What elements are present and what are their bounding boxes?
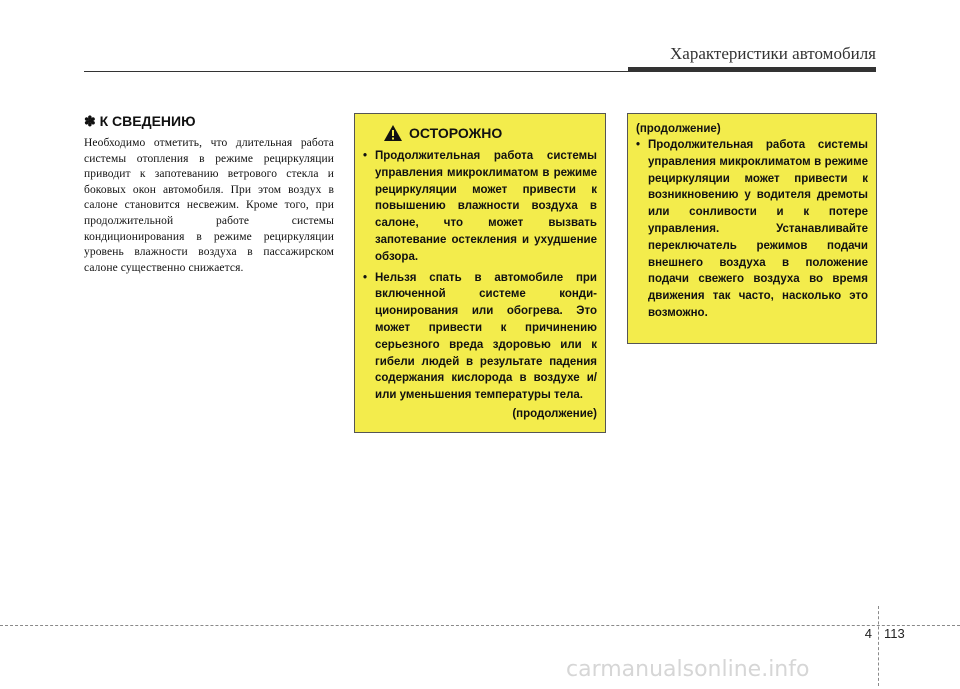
warning-item-text: Продолжительная работа системы управления микроклиматом в режиме рециркуляции может привести к повышению влажности воздуха в салоне, что может вызвать запотевание остекления и ухудшение обзора.	[375, 150, 597, 263]
warning-item-text: Нельзя спать в автомобиле при включенной системе конди-ционирования или обогрева. Это может привести к причинению серьезного вреда здоровью или к гибели людей в результате падения содержания кислорода в воздухе и/или уменьшения температуры тела.	[375, 271, 597, 402]
footer-rule	[0, 625, 960, 626]
watermark: carmanualsonline.info	[566, 657, 810, 682]
page-header-title: Характеристики автомобиля	[670, 44, 876, 63]
warning-triangle-icon	[383, 124, 403, 142]
continued-label: (продолжение)	[512, 407, 597, 420]
header-rule-accent	[628, 67, 876, 72]
warning-item	[363, 148, 597, 266]
warning-item	[363, 270, 597, 404]
bullet: •	[363, 150, 368, 162]
footer-divider	[878, 606, 879, 686]
note-column	[84, 113, 334, 276]
warning-box	[354, 113, 606, 433]
warning-title-row	[383, 124, 597, 142]
bullet: •	[636, 139, 641, 151]
warning-box-continued	[627, 113, 877, 344]
warning-item-text: Продолжительная работа системы управления микроклиматом в режиме рециркуляции может привести к возникновению у водителя дремоты или сонливости и к потере управления. Устанавливайте переключатель режимов подачи внешнего воздуха в положение подачи свежего воздуха во время движения так часто, насколько это возможно.	[648, 139, 868, 319]
warning-list	[636, 137, 868, 322]
warning-list	[363, 148, 597, 404]
warning-item	[636, 137, 868, 322]
note-heading: ✽ К СВЕДЕНИЮ	[84, 113, 196, 129]
continued-header: (продолжение)	[636, 123, 721, 135]
note-body: Необходимо отметить, что длительная работа системы отопления в режиме рециркуляции приводит к запотеванию ветрового стекла и боковых окон автомобиля. При этом воздух в салоне становится несвежим. Кроме того, при продолжительной работе системы кондиционирования в режиме рециркуляции уровень влажности воздуха в пассажирском салоне существенно снижается.	[84, 137, 334, 274]
bullet: •	[363, 271, 368, 284]
warning-title: ОСТОРОЖНО	[409, 125, 503, 141]
section-number: 4	[864, 626, 872, 641]
page-number: 113	[884, 626, 905, 641]
